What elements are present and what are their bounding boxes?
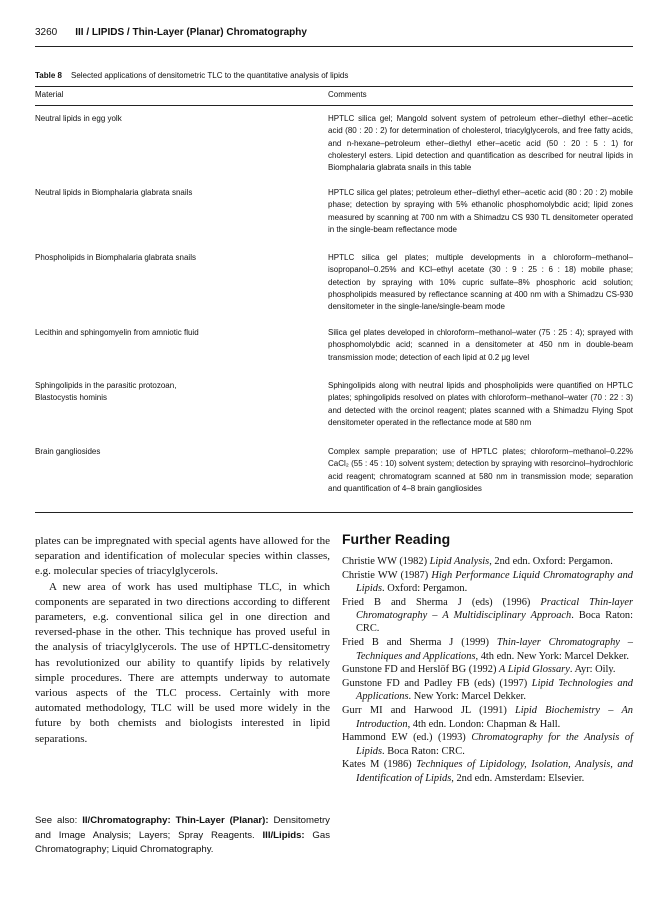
column-header-material: Material [35, 90, 64, 99]
table-header-rule [35, 105, 633, 106]
see-also-link[interactable]: III/Lipids: [262, 829, 305, 841]
reference-publisher: , 2nd edn. Oxford: Pergamon. [489, 556, 613, 567]
see-also-text: Gas Chromatography; Liquid Chromatography. [35, 829, 331, 856]
reference-publisher: . Boca Raton: CRC. [356, 610, 633, 635]
reference-publisher: . Ayr: Oily. [569, 664, 616, 676]
reference-item [342, 758, 633, 785]
reference-title: Lipid Biochemistry – An Introduction [356, 705, 633, 730]
reference-authors: Kates M (1986) [342, 759, 417, 771]
reference-list [342, 555, 633, 785]
see-also-prefix: See also: [35, 815, 83, 826]
reference-item [342, 555, 633, 568]
comments-cell: Sphingolipids along with neutral lipids and phospholipids were quantified on HPTLC plates; sphingolipids resolved on plates with chloroform–methanol–water (70 : 22 : 3) and detected with the orcinol reagent; plates scanned with a Shimadzu Flying Spot densitometer operated in the reflectance mode at 580 nm [328, 381, 633, 427]
further-reading-heading: Further Reading [342, 531, 451, 547]
reference-publisher: , 4th edn. London: Chapman & Hall. [407, 718, 561, 730]
reference-publisher: , 4th edn. New York: Marcel Dekker. [475, 650, 630, 662]
comments-cell: HPTLC silica gel; Mangold solvent system of petroleum ether–diethyl ether–acetic acid (80 : 20 : 2) for determination of cholesterol, triacylglycerols, and free fatty acids, and n-hexane–petroleum ether–diethyl ether–acetic acid (50 : 20 : 5 : 1) for cholesteryl esters. Lipid detection and quantification as described for neutral lipids in Biomphalaria glabrata snails in this table [328, 114, 633, 173]
reference-publisher: . Boca Raton: CRC. [382, 745, 465, 757]
reference-item [342, 677, 633, 704]
reference-title: High Performance Liquid Chromatography and Lipids [356, 569, 633, 595]
comments-cell: HPTLC silica gel plates; multiple developments in a chloroform–methanol–isopropanol–0.25% and KCl–ethyl acetate (30 : 9 : 25 : 6 : 18) mobile phase; detection by spraying with 10% cupric sulfate–8% phosphoric acid solution; phospholipids measured by reflectance scanning at 400 nm with a Shimadzu CS-930 densitometer in the single-lane/single-beam mode [328, 253, 633, 312]
reference-title: A Lipid Glossary [499, 664, 570, 676]
reference-item [342, 596, 633, 636]
running-head [35, 27, 633, 38]
reference-title: Lipid Analysis [429, 556, 490, 567]
reference-publisher: , 2nd edn. Amsterdam: Elsevier. [451, 772, 585, 784]
reference-item [342, 663, 633, 676]
page-number: 3260 [35, 27, 58, 38]
reference-publisher: . New York: Marcel Dekker. [408, 691, 526, 703]
material-cell: Neutral lipids in egg yolk [35, 114, 122, 123]
see-also-link[interactable]: II/Chromatography: Thin-Layer (Planar): [82, 815, 269, 826]
material-cell: Lecithin and sphingomyelin from amniotic fluid [35, 328, 199, 337]
further-reading-section [342, 531, 633, 786]
material-cell: Sphingolipids in the parasitic protozoan, Blastocystis hominis [35, 381, 177, 403]
reference-authors: Fried B and Sherma J (eds) (1996) [342, 596, 541, 608]
table-caption-text: Selected applications of densitometric TLC to the quantitative analysis of lipids [70, 71, 349, 80]
reference-authors: Hammond EW (ed.) (1993) [342, 732, 472, 744]
comments-cell: Complex sample preparation; use of HPTLC plates; chloroform–methanol–0.22% CaCl₂ (55 : 45 : 10) solvent system; detection by spraying with resorcinol–hydrochloric acid reagent; chromatogram scanned at 580 nm in transmission mode; separation and quantification of 4–8 brain gangliosides [328, 447, 633, 493]
table-bottom-rule [35, 512, 633, 513]
reference-publisher: . Oxford: Pergamon. [382, 583, 468, 595]
material-cell: Phospholipids in Biomphalaria glabrata snails [35, 253, 196, 262]
reference-authors: Christie WW (1982) [342, 556, 430, 567]
reference-title: Techniques of Lipidology, Isolation, Analysis, and Identification of Lipids [356, 759, 633, 784]
column-header-comments: Comments [328, 90, 367, 99]
reference-authors: Christie WW (1987) [342, 569, 432, 581]
see-also-text: Densitometry and Image Analysis; Layers; Spray Reagents. [35, 815, 330, 841]
material-cell: Neutral lipids in Biomphalaria glabrata snails [35, 188, 193, 197]
body-paragraph: A new area of work has used multiphase TLC, in which components are separated in two directions according to different parameters, e.g. conventional silica gel in one direction and reversed-phase in the other. This technique has proved useful in the analysis of triacylglycerols. The use of HPTLC-densitometry has revolutionized our ability to quantify lipids by relatively simple procedures. There are attempts underway to automate various aspects of the TLC process. Certainly with more automated methodology, TLC will be used more widely in the future by both chemists and biologists interested in lipid separations. [35, 580, 330, 745]
reference-authors: Gunstone FD and Herslöf BG (1992) [342, 664, 499, 676]
see-also [35, 814, 330, 858]
reference-authors: Fried B and Sherma J (1999) [342, 637, 497, 649]
header-rule [35, 46, 633, 47]
material-cell: Brain gangliosides [35, 447, 101, 456]
reference-title: Thin-layer Chromatography – Techniques and Applications [356, 637, 633, 662]
comments-cell: HPTLC silica gel plates; petroleum ether–diethyl ether–acetic acid (80 : 20 : 2) mobile phase; detection by spraying with 5% ethanolic phosphomolybdic acid; lipid zones measured by scanning at 700 nm with a Shimadzu CS 930 TL densitometer operated in the single-beam reflectance mode [328, 188, 633, 234]
table-caption [35, 71, 633, 80]
reference-title: Practical Thin-layer Chromatography – A Multidisciplinary Approach [356, 596, 633, 622]
reference-title: Chromatography for the Analysis of Lipids [356, 732, 634, 757]
comments-cell: Silica gel plates developed in chloroform–methanol–water (75 : 25 : 4); sprayed with phosphomolybdic acid; scanned in a densitometer at 450 nm in double-beam transmission mode; detection of each lipid at 0.2 μg level [328, 328, 633, 362]
reference-item [342, 636, 633, 663]
table-top-rule [35, 86, 633, 87]
running-head-title: III / LIPIDS / Thin-Layer (Planar) Chromatography [75, 27, 307, 38]
table-label: Table 8 [35, 71, 62, 80]
reference-item [342, 731, 633, 758]
reference-item [342, 704, 633, 731]
reference-authors: Gurr MI and Harwood JL (1991) [342, 705, 516, 717]
reference-title: Lipid Technologies and Applications [356, 678, 633, 703]
body-text-column [35, 534, 330, 747]
reference-authors: Gunstone FD and Padley FB (eds) (1997) [342, 678, 532, 690]
reference-item [342, 569, 633, 596]
body-paragraph: plates can be impregnated with special agents have allowed for the separation and identification of molecular species within classes, e.g. molecular species of triacylglycerols. [35, 535, 330, 578]
